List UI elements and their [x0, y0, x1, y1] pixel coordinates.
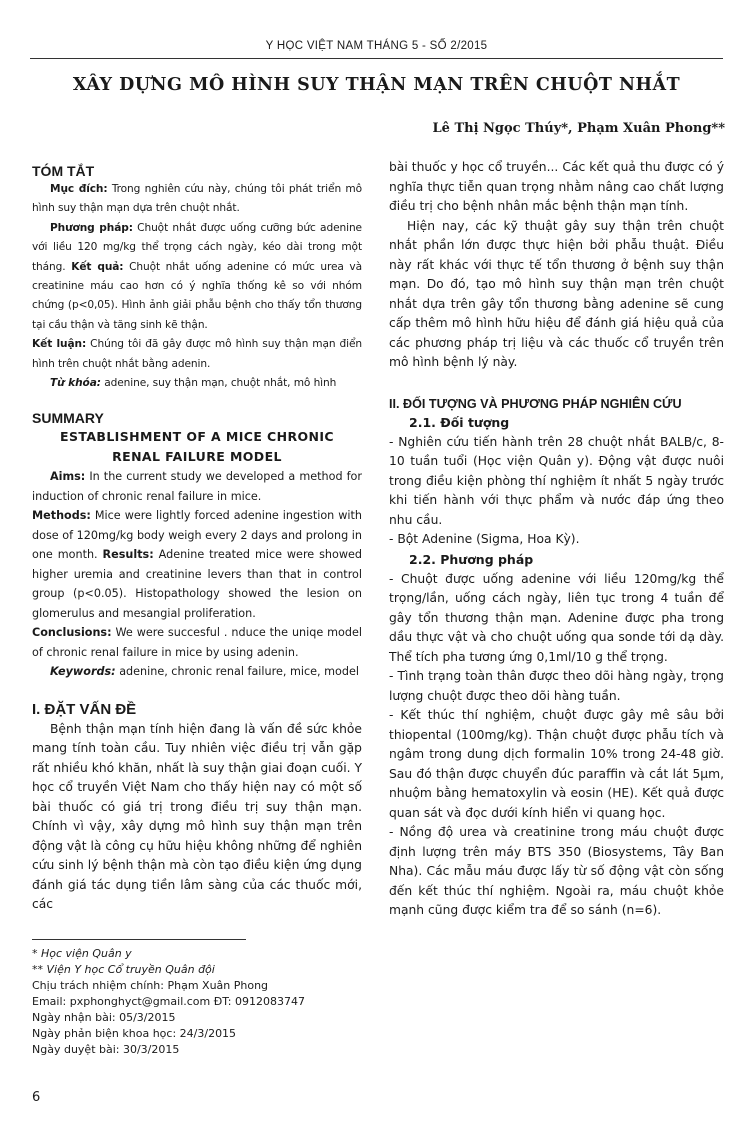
method-paragraph-2: - Tình trạng toàn thân được theo dõi hàng ngày, trọng lượng chuột được theo dõi hàng tuần. — [389, 669, 724, 703]
footnotes — [32, 946, 362, 1058]
result-text: Chuột nhắt uống adenine có mức urea và creatinine máu cao hơn có ý nghĩa thống kê so với nhóm chứng (p<0,05). Hình ảnh giải phẫu bệnh cho thấy tổn thương tại cầu thận và tăng sinh kẽ thận. — [32, 260, 362, 331]
footnote-rule — [32, 939, 246, 940]
subsection-2-2: 2.2. Phương pháp — [409, 551, 534, 567]
subjects-paragraph-2: - Bột Adenine (Sigma, Hoa Kỳ). — [389, 532, 580, 546]
footnote-received: Ngày nhận bài: 05/3/2015 — [32, 1010, 176, 1024]
aim-label: Mục đích: — [50, 183, 108, 195]
method-paragraph-4: - Nồng độ urea và creatinine trong máu chuột được định lượng trên máy BTS 350 (Biosystems, Tây Ban Nha). Các mẫu máu được lấy từ số động vật còn sống đến kết thúc thí nghiệm. Ngoài ra, máu chuột khỏe mạnh cũng được kiểm tra để so sánh (n=6). — [389, 825, 724, 917]
article-title: XÂY DỰNG MÔ HÌNH SUY THẬN MẠN TRÊN CHUỘT NHẮT — [72, 75, 681, 95]
aim-text: Trong nghiên cứu này, chúng tôi phát triển mô hình suy thận mạn dựa trên chuột nhắt. — [32, 183, 362, 215]
summary-heading: SUMMARY — [32, 410, 104, 427]
footnote-contact: Email: pxphonghyct@gmail.com ĐT: 0912083747 — [32, 994, 305, 1008]
results-label: Results: — [102, 548, 154, 562]
summary-conclusions — [32, 623, 362, 662]
method-label: Phương pháp: — [50, 221, 133, 234]
right-column — [389, 158, 724, 921]
intro-paragraph-1: Bệnh thận mạn tính hiện đang là vấn đề sức khỏe mang tính toàn cầu. Tuy nhiên việc điều trị vẫn gặp rất nhiều khó khăn, nhất là suy thận giai đoạn cuối. Y học cổ truyền Việt Nam cho thấy hiện nay có một số bài thuốc có giá trị trong điều trị suy thận mạn. Chính vì vậy, xây dựng mô hình suy thận mạn trên động vật là công cụ hữu hiệu không những để nghiên cứu sinh lý bệnh thận mà còn tạo điều kiện ứng dụng đánh giá tác dụng tiền lâm sàng của các thuốc mới, các — [32, 721, 362, 912]
footnote-accepted: Ngày duyệt bài: 30/3/2015 — [32, 1042, 180, 1056]
summary-methods — [32, 506, 362, 623]
method-paragraph-3: - Kết thúc thí nghiệm, chuột được gây mê sâu bởi thiopental (100mg/kg). Thận chuột được phẫu tích và ngâm trong dung dịch formalin 10% trong 24-48 giờ. Sau đó thận được chuyển đúc paraffin và cắt lát 5μm, nhuộm bằng hematoxylin và eosin (HE). Kết quả được quan sát và đọc dưới kính hiển vi quang học. — [389, 708, 724, 820]
keywords-vi-label: Từ khóa: — [50, 377, 101, 390]
left-column — [32, 158, 362, 1058]
running-head: Y HỌC VIỆT NAM THÁNG 5 - SỐ 2/2015 — [265, 40, 488, 52]
methods-label: Methods: — [32, 509, 91, 523]
keywords-en-label: Keywords: — [50, 665, 116, 679]
summary-body — [32, 467, 362, 506]
conclusion-text: Chúng tôi đã gây được mô hình suy thận mạn điển hình trên chuột nhắt bằng adenin. — [32, 338, 362, 370]
abstract-vi-heading: TÓM TẮT — [32, 163, 95, 179]
footnote-corresponding: Chịu trách nhiệm chính: Phạm Xuân Phong — [32, 978, 269, 992]
keywords-en-text: adenine, chronic renal failure, mice, model — [119, 665, 359, 679]
footnote-affiliation-2: ** Viện Y học Cổ truyền Quân đội — [32, 962, 215, 976]
page-number: 6 — [32, 1090, 41, 1105]
summary-title-line1: ESTABLISHMENT OF A MICE CHRONIC — [60, 429, 334, 445]
aims-label: Aims: — [50, 470, 86, 484]
conclusion-label: Kết luận: — [32, 338, 87, 351]
footnote-reviewed: Ngày phản biện khoa học: 24/3/2015 — [32, 1026, 237, 1040]
conclusions-label: Conclusions: — [32, 626, 112, 640]
aims-text: In the current study we developed a method for induction of chronic renal failure in mice. — [32, 470, 362, 503]
intro-paragraph-1-continued: bài thuốc y học cổ truyền... Các kết quả thu được có ý nghĩa thực tiễn quan trọng nhằm nâng cao chất lượng điều trị cho bệnh nhân mắc bệnh thận mạn tính. — [389, 160, 724, 213]
methods-heading: II. ĐỐI TƯỢNG VÀ PHƯƠNG PHÁP NGHIÊN CỨU — [389, 396, 682, 411]
conclusions-text: We were succesful . nduce the uniqe model of chronic renal failure in mice by using adenin. — [32, 626, 362, 659]
header-rule — [30, 58, 723, 59]
keywords-vi-text: adenine, suy thận mạn, chuột nhắt, mô hình — [104, 377, 337, 390]
subjects-paragraph-1: - Nghiên cứu tiến hành trên 28 chuột nhắt BALB/c, 8-10 tuần tuổi (Học viện Quân y). Động vật được nuôi trong điều kiện phòng thí nghiệm ít nhất 5 ngày trước khi tiến hành với thực phẩm và nước đáp ứng theo nhu cầu. — [389, 434, 724, 527]
results-text: Adenine treated mice were showed higher uremia and creatinine levers than that in control group (p<0.05). Histopathology showed the lesion on glomerulus and mesangial proliferation. — [32, 548, 362, 620]
method-text: Chuột nhắt được uống cưỡng bức adenine với liều 120 mg/kg thể trọng cách ngày, kéo dài trong một tháng. — [32, 221, 362, 273]
result-label: Kết quả: — [71, 260, 124, 273]
authors: Lê Thị Ngọc Thúy*, Phạm Xuân Phong** — [432, 121, 725, 136]
abstract-vi-keywords — [32, 374, 362, 393]
summary-title-line2: RENAL FAILURE MODEL — [112, 449, 282, 465]
intro-heading: I. ĐẶT VẤN ĐỀ — [32, 700, 137, 718]
abstract-vi-aim — [32, 180, 362, 219]
summary-keywords — [32, 662, 362, 682]
abstract-vi-conclusion — [32, 335, 362, 374]
footnote-affiliation-1: * Học viện Quân y — [32, 946, 132, 960]
methods-text: Mice were lightly forced adenine ingestion with dose of 120mg/kg body weigh every 2 days and prolong in one month. — [32, 509, 362, 562]
intro-paragraph-2: Hiện nay, các kỹ thuật gây suy thận trên chuột nhắt phần lớn được thực hiện bởi phẫu thuật. Điều này rất khác với thực tế tổn thương ở bệnh suy thận mạn. Do đó, tạo mô hình suy thận mạn trên chuột nhắt dựa trên gây tổn thương bằng adenine sẽ cung cấp thêm mô hình hữu hiệu để đánh giá hiệu quả của các phương pháp trị liệu và các thuốc cổ truyền trên mô hình bệnh lý này. — [389, 218, 724, 369]
subsection-2-1: 2.1. Đối tượng — [409, 414, 510, 430]
method-paragraph-1: - Chuột được uống adenine với liều 120mg/kg thể trọng/lần, uống cách ngày, liên tục trong 4 tuần để gây tổn thương thận mạn. Adenine được pha trong dầu thực vật và cho chuột uống qua sonde tới dạ dày. Thể tích pha tương ứng 0,1ml/10 g thể trọng. — [389, 571, 724, 664]
abstract-vi-method — [32, 219, 362, 335]
